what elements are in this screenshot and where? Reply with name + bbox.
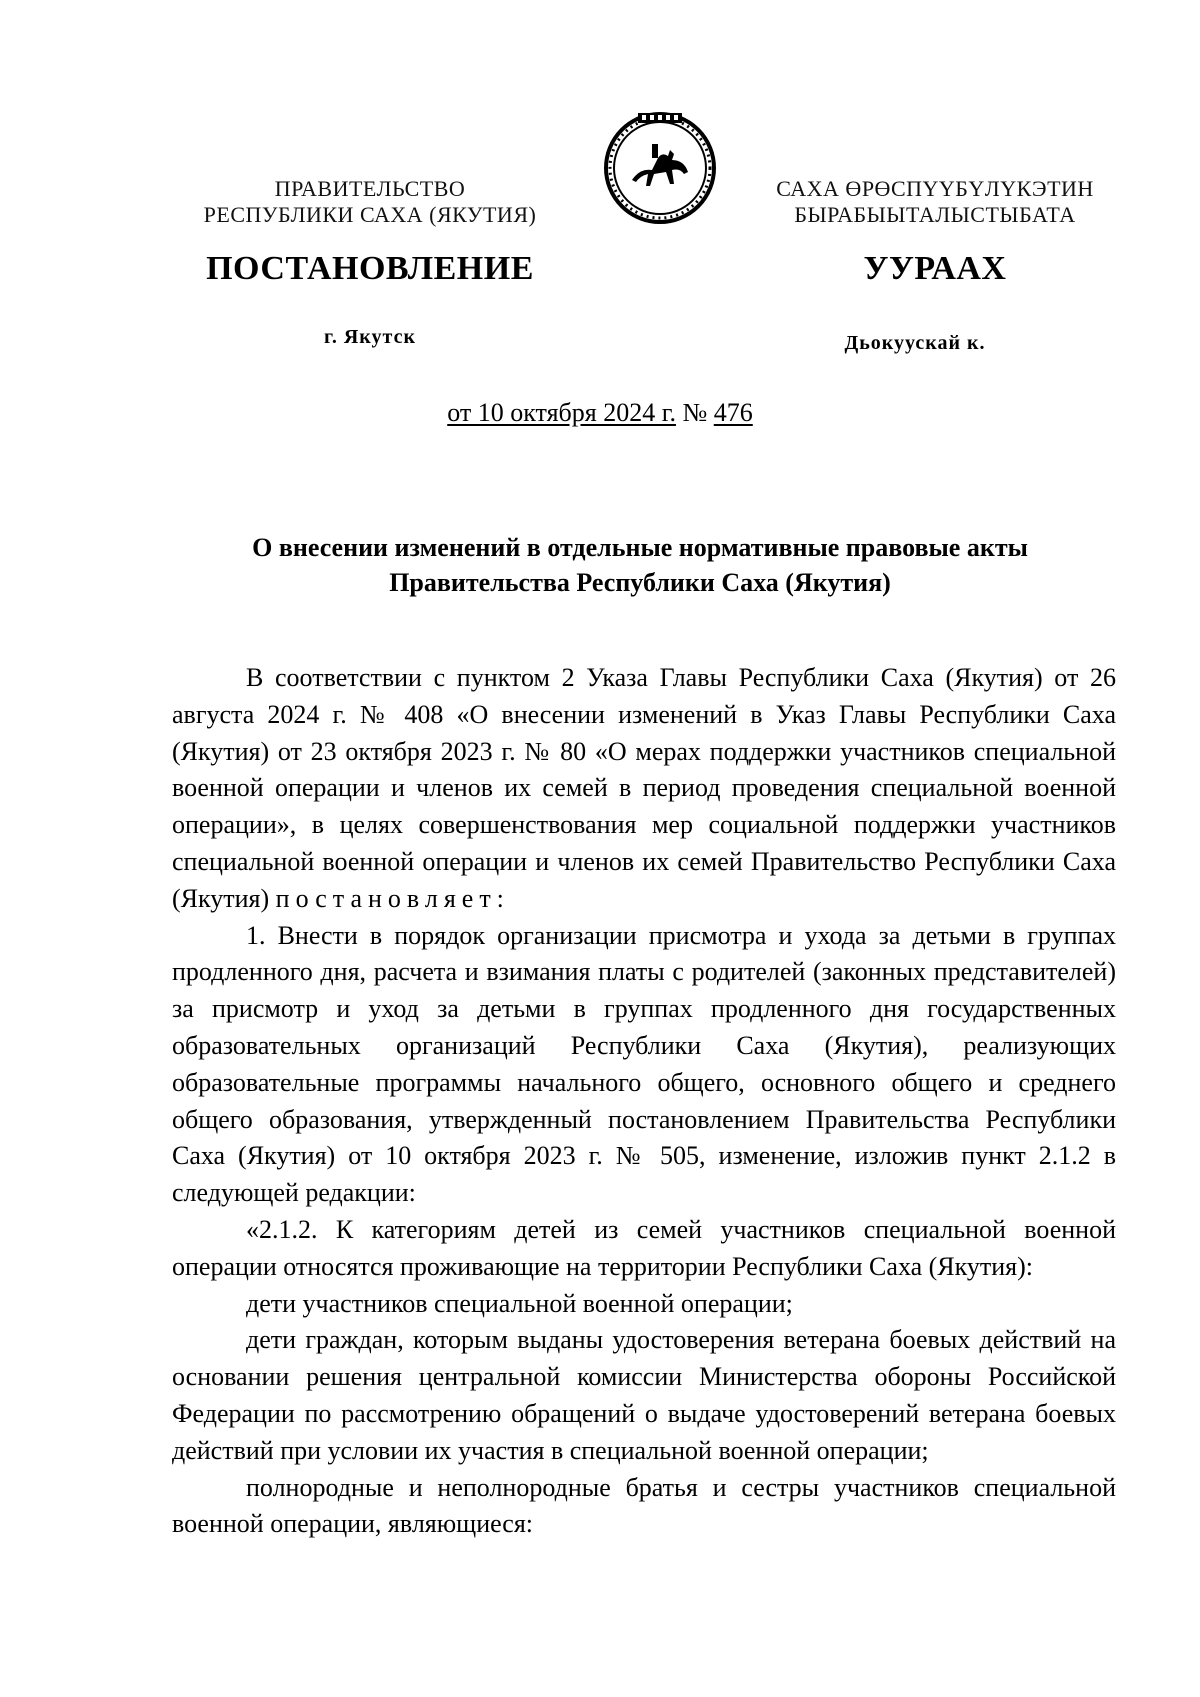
paragraph-children-participants: дети участников специальной военной операции; xyxy=(246,1288,793,1318)
document-type-russian: ПОСТАНОВЛЕНИЕ xyxy=(206,250,534,287)
government-name-yakut-line2: БЫРАБЫЫТАЛЫСТЫБАТА xyxy=(794,202,1076,227)
government-name-line1: ПРАВИТЕЛЬСТВО xyxy=(274,176,466,201)
document-type-yakut: УУРААХ xyxy=(863,250,1007,287)
city-yakut: Дьокуускай к. xyxy=(844,332,986,354)
government-name-yakut xyxy=(740,176,1130,228)
paragraph-item-2-1-2: «2.1.2. К категориям детей из семей участников специальной военной операции относятся проживающие на территории Республики Саха (Якутия): xyxy=(172,1214,1116,1281)
paragraph-siblings: полнородные и неполнородные братья и сестры участников специальной военной операции, являющиеся: xyxy=(172,1472,1116,1539)
document-title-line1: О внесении изменений в отдельные нормативные правовые акты xyxy=(252,533,1028,562)
city-russian: г. Якутск xyxy=(324,326,416,348)
government-name-yakut-line1: САХА ӨРӨСПҮҮБҮЛҮКЭТИН xyxy=(776,176,1094,201)
document-title xyxy=(170,530,1110,600)
document-number: 476 xyxy=(713,398,753,427)
coat-of-arms-emblem-icon xyxy=(600,108,720,226)
paragraph-item-1: 1. Внести в порядок организации присмотра и ухода за детьми в группах продленного дня, расчета и взимания платы с родителей (законных представителей) за присмотр и уход за детьми в группах продленного дня государственных образовательных организаций Республики Саха (Якутия), реализующих образовательные программы начального общего, основного общего и среднего общего образования, утвержденный постановлением Правительства Республики Саха (Якутия) от 10 октября 2023 г. № 505, изменение, изложив пункт 2.1.2 в следующей редакции: xyxy=(172,920,1116,1208)
resolves-word: постановляет: xyxy=(275,883,510,913)
government-name-line2: РЕСПУБЛИКИ САХА (ЯКУТИЯ) xyxy=(203,202,537,227)
paragraph-preamble xyxy=(172,660,1116,918)
government-name-russian xyxy=(160,176,580,228)
preamble-text: В соответствии с пунктом 2 Указа Главы Республики Саха (Якутия) от 26 августа 2024 г. № 408 «О внесении изменений в Указ Главы Республики Саха (Якутия) от 23 октября 2023 г. № 80 «О мерах поддержки участников специальной военной операции и членов их семей в период проведения специальной военной операции», в целях совершенствования мер социальной поддержки участников специальной военной операции и членов их семей Правительство Республики Саха (Якутия) xyxy=(172,663,1116,913)
paragraph-children-veterans: дети граждан, которым выданы удостоверения ветерана боевых действий на основании решения центральной комиссии Министерства обороны Российской Федерации по рассмотрению обращений о выдаче удостоверений ветерана боевых действий при условии их участия в специальной военной операции; xyxy=(172,1325,1116,1465)
document-date: от 10 октября 2024 г. xyxy=(447,398,676,427)
document-title-line2: Правительства Республики Саха (Якутия) xyxy=(389,568,891,597)
number-sign: № xyxy=(682,398,708,427)
document-date-number xyxy=(0,398,1200,428)
document-body xyxy=(172,660,1116,1543)
